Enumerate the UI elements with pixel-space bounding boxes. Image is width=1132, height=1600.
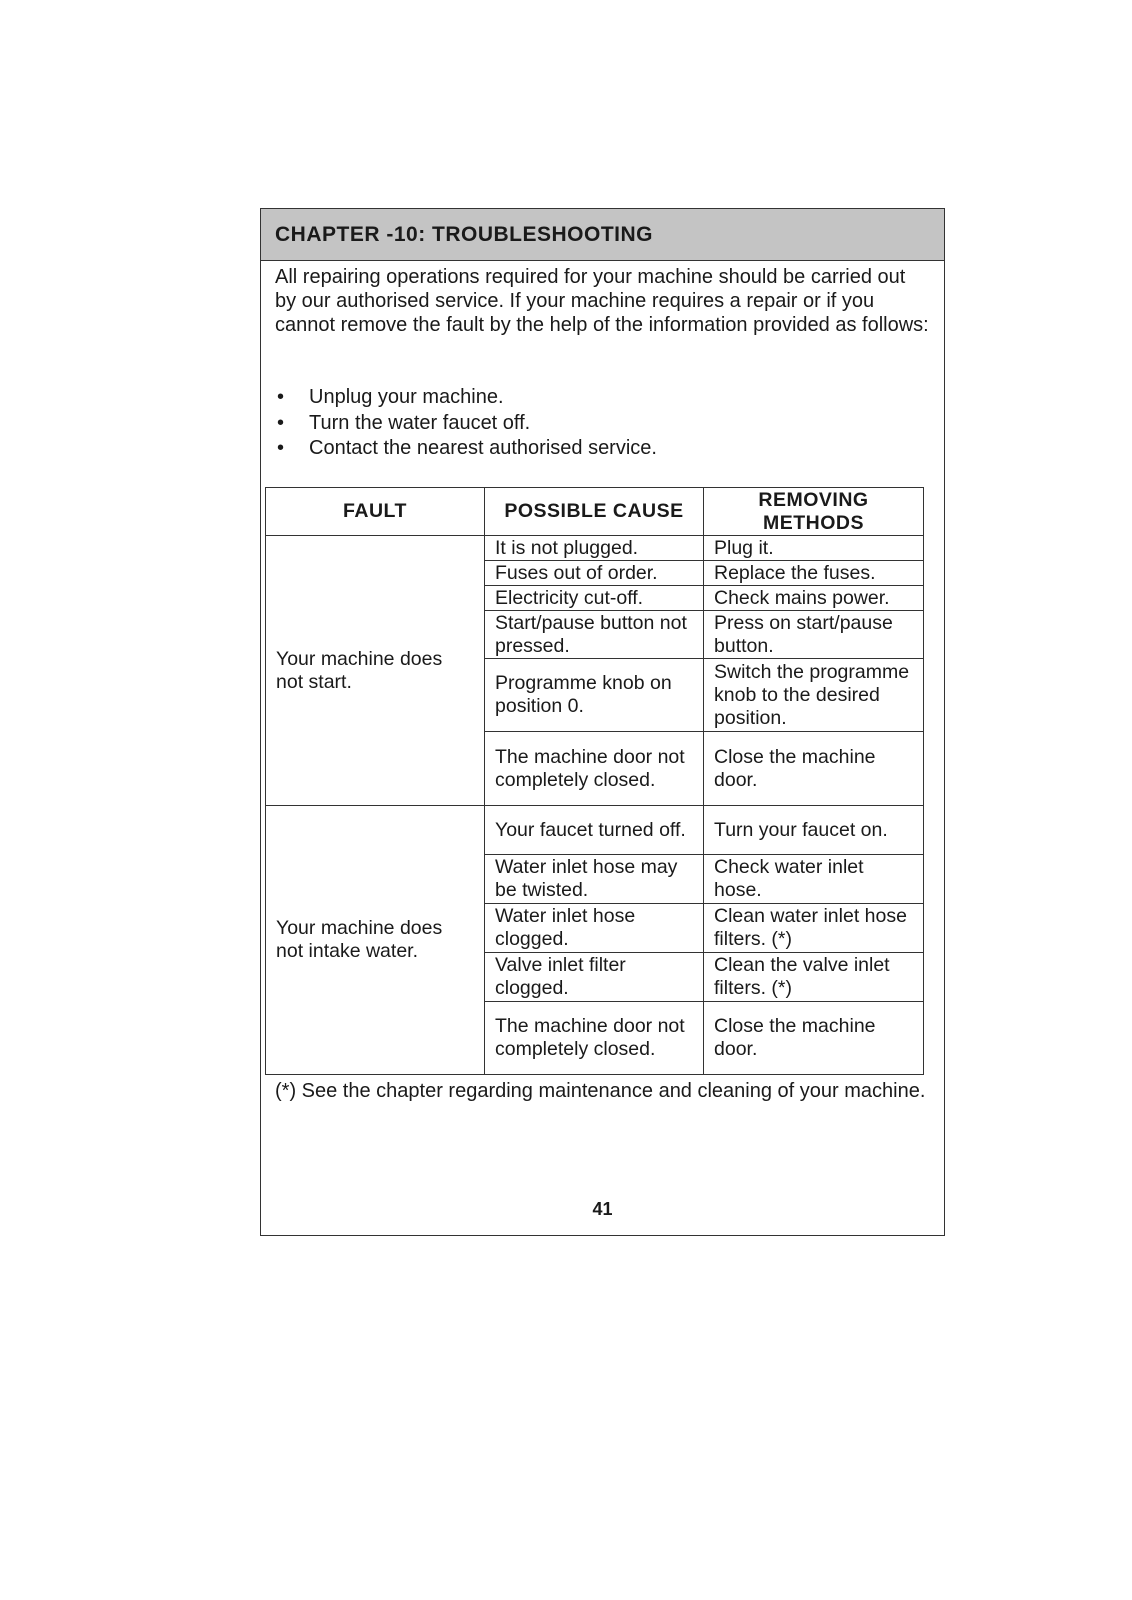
cause-cell: Programme knob on position 0. (485, 659, 704, 732)
method-cell: Replace the fuses. (704, 561, 924, 586)
cause-cell: It is not plugged. (485, 536, 704, 561)
bullet-icon: • (277, 411, 285, 434)
page-frame (260, 208, 945, 1236)
method-cell: Check water inlet hose. (704, 855, 924, 904)
cause-cell: Fuses out of order. (485, 561, 704, 586)
method-cell: Clean water inlet hose filters. (*) (704, 904, 924, 953)
list-item (275, 436, 657, 462)
method-cell: Press on start/pause button. (704, 611, 924, 659)
table-row (266, 536, 924, 561)
cause-cell: Start/pause button not pressed. (485, 611, 704, 659)
fault-cell: Your machine does not start. (266, 536, 485, 806)
list-item-text: Turn the water faucet off. (309, 411, 531, 434)
intro-paragraph: All repairing operations required for your machine should be carried out by our authorised service. If your machine requires a repair or if you cannot remove the fault by the help of the information provided as follows: (275, 266, 929, 336)
method-cell: Close the machine door. (704, 732, 924, 806)
method-cell: Check mains power. (704, 586, 924, 611)
column-header-fault: FAULT (266, 488, 485, 536)
fault-cell: Your machine does not intake water. (266, 806, 485, 1075)
cause-cell: Water inlet hose may be twisted. (485, 855, 704, 904)
cause-cell: Water inlet hose clogged. (485, 904, 704, 953)
cause-cell: Valve inlet filter clogged. (485, 953, 704, 1002)
method-cell: Plug it. (704, 536, 924, 561)
page-number: 41 (592, 1199, 613, 1219)
method-cell: Close the machine door. (704, 1002, 924, 1075)
method-cell: Turn your faucet on. (704, 806, 924, 855)
bullet-icon: • (277, 437, 285, 459)
footnote: (*) See the chapter regarding maintenance and cleaning of your machine. (275, 1080, 926, 1102)
cause-cell: The machine door not completely closed. (485, 1002, 704, 1075)
table-row (266, 806, 924, 855)
troubleshooting-table (265, 487, 924, 1075)
bullet-icon: • (277, 386, 285, 408)
column-header-cause: POSSIBLE CAUSE (485, 488, 704, 536)
cause-cell: The machine door not completely closed. (485, 732, 704, 806)
list-item (275, 411, 657, 437)
list-item-text: Unplug your machine. (309, 386, 504, 408)
table-header-row (266, 488, 924, 536)
column-header-methods: REMOVING METHODS (704, 488, 924, 536)
method-cell: Clean the valve inlet filters. (*) (704, 953, 924, 1002)
list-item-text: Contact the nearest authorised service. (309, 437, 657, 459)
chapter-title: CHAPTER -10: TROUBLESHOOTING (261, 209, 944, 261)
cause-cell: Your faucet turned off. (485, 806, 704, 855)
list-item (275, 385, 657, 411)
instruction-list (275, 385, 657, 462)
cause-cell: Electricity cut-off. (485, 586, 704, 611)
method-cell: Switch the programme knob to the desired position. (704, 659, 924, 732)
